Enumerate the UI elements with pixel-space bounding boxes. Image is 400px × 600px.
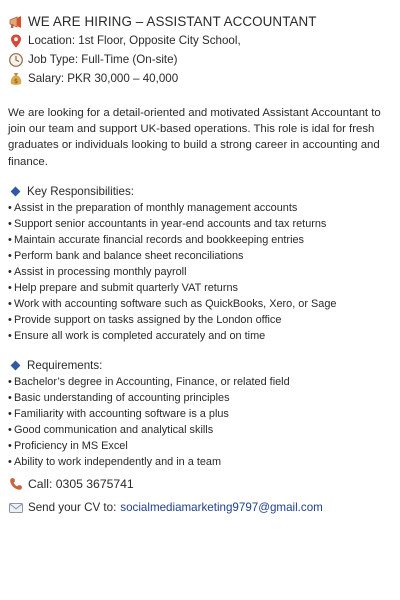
list-item: • Assist in the preparation of monthly management accounts — [8, 201, 298, 214]
list-item: • Support senior accountants in year-end accounts and tax returns — [8, 217, 327, 230]
money-bag-icon — [8, 71, 24, 87]
megaphone-icon — [8, 14, 24, 30]
location-pin-icon — [8, 33, 24, 49]
clock-icon — [8, 52, 24, 68]
list-item: • Perform bank and balance sheet reconciliations — [8, 249, 244, 262]
requirements-heading: Requirements: — [27, 358, 103, 372]
requirements-list — [8, 374, 392, 470]
job-type-row — [8, 50, 392, 69]
responsibilities-heading-row — [8, 183, 392, 200]
location-text: Location: 1st Floor, Opposite City School, — [28, 34, 241, 47]
responsibilities-heading: Key Responsibilities: — [27, 184, 134, 198]
list-item: • Assist in processing monthly payroll — [8, 265, 187, 278]
phone-number[interactable]: Call: 0305 3675741 — [28, 476, 134, 491]
call-row — [8, 475, 392, 493]
blue-diamond-icon — [11, 186, 21, 196]
envelope-icon — [8, 500, 24, 516]
page-title: WE ARE HIRING – ASSISTANT ACCOUNTANT — [28, 14, 317, 29]
list-item: • Maintain accurate financial records and bookkeeping entries — [8, 233, 304, 246]
list-item: • Ensure all work is completed accurately and on time — [8, 329, 266, 342]
blue-diamond-icon — [11, 360, 21, 370]
list-item: • Ability to work independently and in a team — [8, 455, 222, 468]
list-item: • Provide support on tasks assigned by the London office — [8, 313, 282, 326]
location-row — [8, 31, 392, 50]
email-row — [8, 499, 392, 517]
svg-text:$: $ — [14, 77, 18, 85]
job-type-text: Job Type: Full-Time (On-site) — [28, 53, 178, 66]
salary-text: Salary: PKR 30,000 – 40,000 — [28, 72, 179, 85]
requirements-heading-row — [8, 357, 392, 374]
list-item: • Bachelor’s degree in Accounting, Finance, or related field — [8, 375, 290, 388]
telephone-icon — [8, 476, 24, 492]
list-item: • Basic understanding of accounting principles — [8, 391, 230, 404]
email-link[interactable]: socialmediamarketing9797@gmail.com — [120, 501, 323, 515]
send-cv-label: Send your CV to: — [28, 501, 117, 515]
salary-row — [8, 69, 392, 88]
intro-paragraph: We are looking for a detail-oriented and motivated Assistant Accountant to join our team and support UK-based operations. This role is idal for fresh graduates or individuals looking to build a strong career in accounting and finance. — [8, 107, 381, 168]
title-row — [8, 12, 392, 31]
list-item: • Familiarity with accounting software is a plus — [8, 407, 229, 420]
list-item: • Good communication and analytical skills — [8, 423, 214, 436]
responsibilities-list — [8, 200, 392, 344]
list-item: • Work with accounting software such as QuickBooks, Xero, or Sage — [8, 297, 337, 310]
list-item: • Help prepare and submit quarterly VAT returns — [8, 281, 238, 294]
list-item: • Proficiency in MS Excel — [8, 439, 128, 452]
